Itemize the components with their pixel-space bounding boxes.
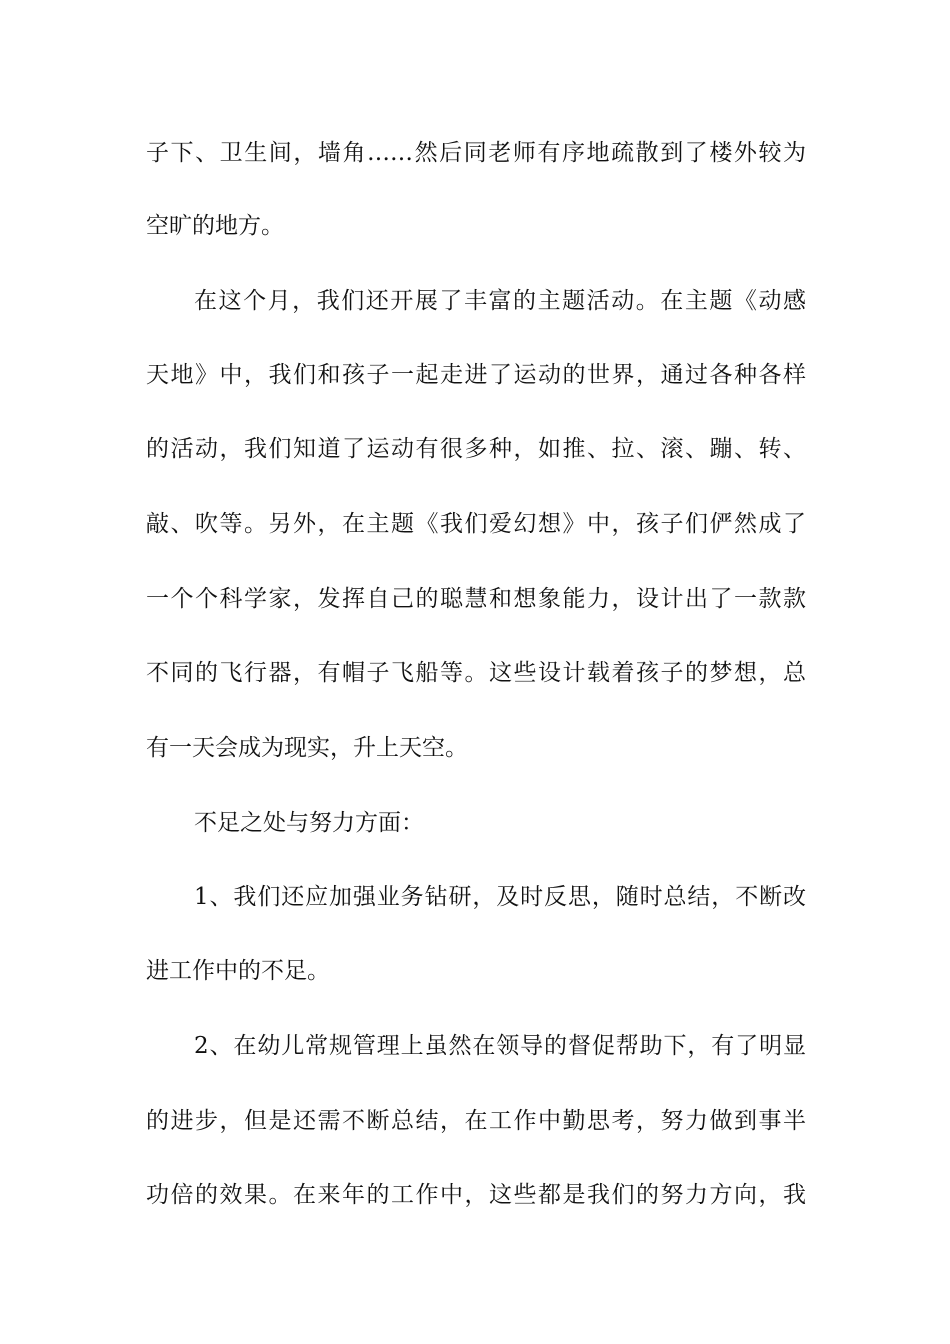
list-item-1-line-1: 1、我们还应加强业务钻研，及时反思，随时总结，不断改 <box>194 884 806 910</box>
list-item-2-line-2: 的进步，但是还需不断总结，在工作中勤思考，努力做到事半 <box>146 1108 806 1134</box>
paragraph-line-6: 敲、吹等。另外，在主题《我们爱幻想》中，孩子们俨然成了 <box>146 511 806 537</box>
paragraph-line-8: 不同的飞行器，有帽子飞船等。这些设计载着孩子的梦想，总 <box>146 660 806 686</box>
paragraph-line-5: 的活动，我们知道了运动有很多种，如推、拉、滚、蹦、转、 <box>146 436 806 462</box>
paragraph-line-1: 子下、卫生间，墙角……然后同老师有序地疏散到了楼外较为 <box>146 140 806 166</box>
paragraph-line-4: 天地》中，我们和孩子一起走进了运动的世界，通过各种各样 <box>146 362 806 388</box>
paragraph-line-3: 在这个月，我们还开展了丰富的主题活动。在主题《动感 <box>194 288 806 314</box>
section-heading: 不足之处与努力方面： <box>194 810 424 836</box>
paragraph-line-9: 有一天会成为现实，升上天空。 <box>146 735 468 761</box>
list-item-2-line-3: 功倍的效果。在来年的工作中，这些都是我们的努力方向，我 <box>146 1182 806 1208</box>
paragraph-line-2: 空旷的地方。 <box>146 213 284 239</box>
list-item-1-line-2: 进工作中的不足。 <box>146 958 330 984</box>
paragraph-line-7: 一个个科学家，发挥自己的聪慧和想象能力，设计出了一款款 <box>146 586 806 612</box>
list-item-2-line-1: 2、在幼儿常规管理上虽然在领导的督促帮助下，有了明显 <box>194 1033 806 1059</box>
